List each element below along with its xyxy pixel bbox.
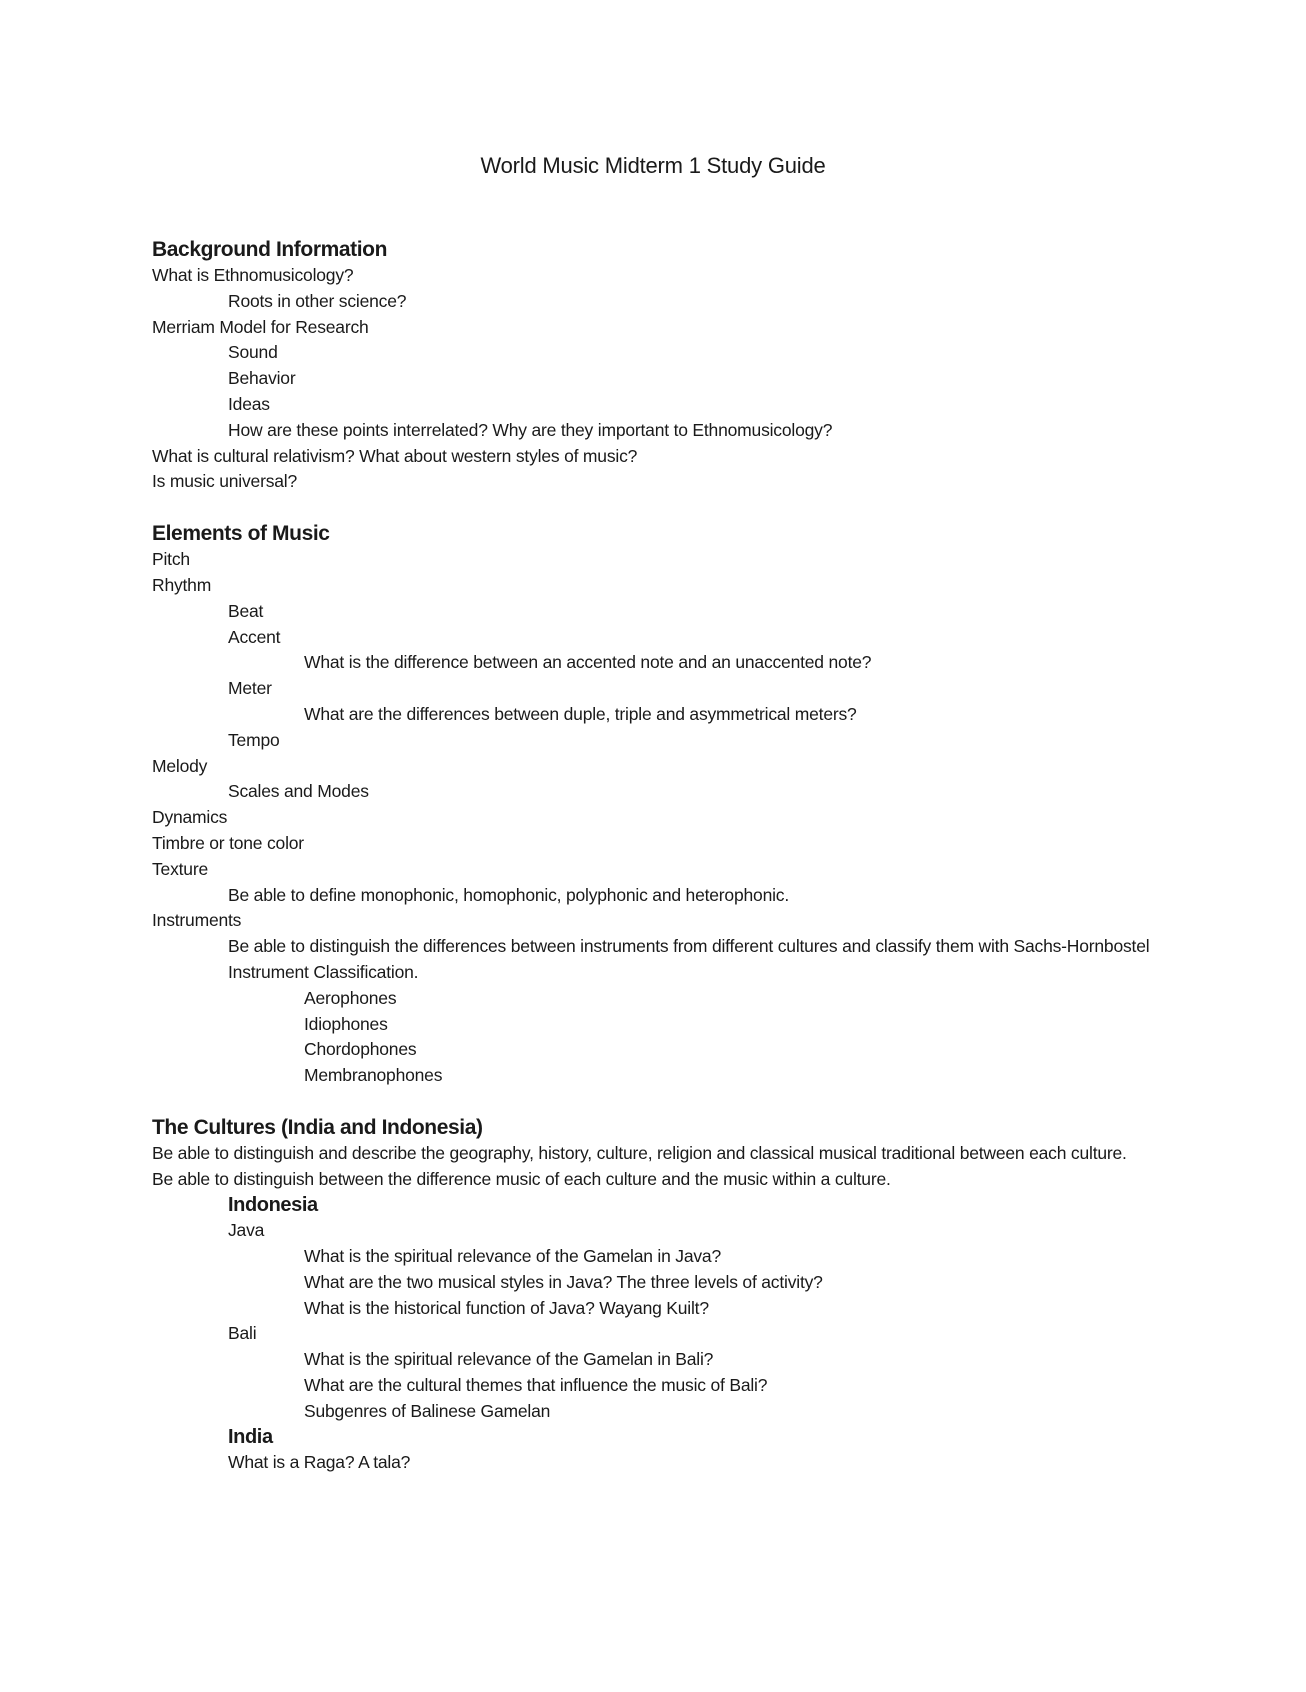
outline-item: Membranophones: [304, 1065, 443, 1086]
outline-item: Java: [228, 1220, 265, 1241]
outline-item: Beat: [228, 600, 264, 621]
outline-item: Pitch: [152, 549, 190, 570]
outline-item: What are the differences between duple, triple and asymmetrical meters?: [304, 703, 857, 724]
outline-item: Is music universal?: [152, 471, 298, 492]
outline-item: Subgenres of Balinese Gamelan: [304, 1400, 551, 1421]
outline-item: Chordophones: [304, 1039, 417, 1060]
outline-item: Be able to distinguish between the difference music of each culture and the music within a culture.: [152, 1168, 891, 1189]
section-spacer: [152, 1089, 1152, 1114]
outline-item: Rhythm: [152, 574, 212, 595]
outline-item: Aerophones: [304, 987, 397, 1008]
outline-item: How are these points interrelated? Why are they important to Ethnomusicology?: [228, 419, 833, 440]
outline-item: Ideas: [228, 393, 270, 414]
outline-item: Idiophones: [304, 1013, 388, 1034]
outline-item: Sound: [228, 342, 278, 363]
section-heading-background: Background Information: [152, 238, 388, 261]
outline-item: What are the two musical styles in Java? The three levels of activity?: [304, 1271, 823, 1292]
section-heading-elements: Elements of Music: [152, 522, 330, 546]
outline-item: Roots in other science?: [228, 290, 407, 311]
outline-item: Melody: [152, 755, 208, 776]
outline-item: What is the difference between an accented note and an unaccented note?: [304, 652, 872, 673]
outline-item: Be able to distinguish the differences between instruments from different cultures and classify them with Sachs-Hornbostel Instrument Classification.: [228, 936, 1150, 982]
outline-item: Timbre or tone color: [152, 832, 304, 853]
outline-item: Merriam Model for Research: [152, 316, 369, 337]
outline-item: Instruments: [152, 910, 242, 931]
subsection-heading-india: India: [228, 1425, 273, 1448]
outline-item: What is the spiritual relevance of the Gamelan in Java?: [304, 1246, 721, 1267]
outline-item: Texture: [152, 858, 208, 879]
outline-item: Bali: [228, 1323, 257, 1344]
outline-item: What is cultural relativism? What about western styles of music?: [152, 445, 638, 466]
outline-item: What is the spiritual relevance of the Gamelan in Bali?: [304, 1349, 714, 1370]
outline-item: Be able to distinguish and describe the geography, history, culture, religion and classical musical traditional between each culture.: [152, 1142, 1127, 1163]
document-body: [152, 236, 1152, 1476]
section-heading-cultures: The Cultures (India and Indonesia): [152, 1115, 483, 1139]
outline-item: Meter: [228, 678, 272, 699]
outline-item: What is a Raga? A tala?: [228, 1452, 411, 1473]
outline-item: Be able to define monophonic, homophonic, polyphonic and heterophonic.: [228, 884, 789, 905]
outline-item: What is the historical function of Java? Wayang Kuilt?: [304, 1297, 709, 1318]
outline-item: Dynamics: [152, 807, 228, 828]
outline-item: Tempo: [228, 729, 280, 750]
outline-item: Behavior: [228, 368, 296, 389]
outline-item: What are the cultural themes that influence the music of Bali?: [304, 1375, 768, 1396]
subsection-heading-indonesia: Indonesia: [228, 1193, 318, 1216]
outline-item: Scales and Modes: [228, 781, 369, 802]
outline-item: What is Ethnomusicology?: [152, 265, 354, 285]
outline-item: Accent: [228, 626, 281, 647]
section-spacer: [152, 495, 1152, 520]
document-title: World Music Midterm 1 Study Guide: [480, 153, 826, 178]
